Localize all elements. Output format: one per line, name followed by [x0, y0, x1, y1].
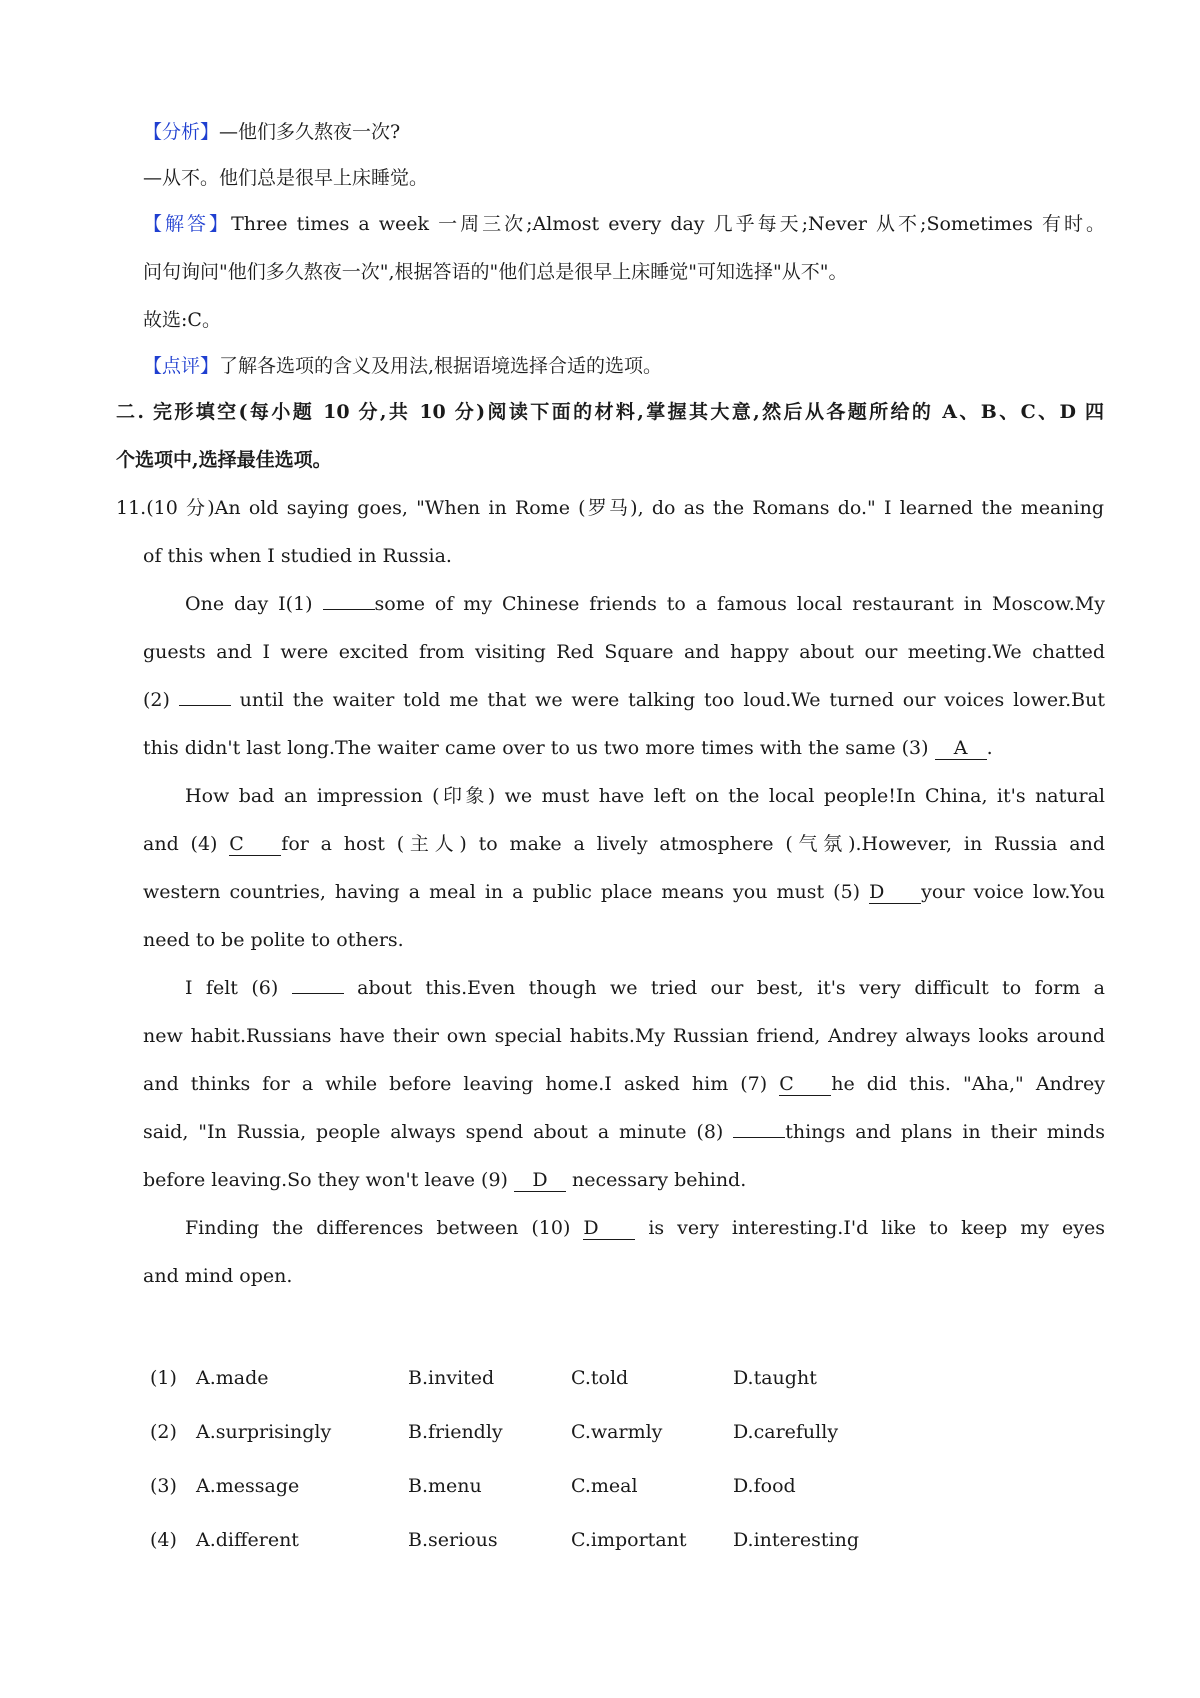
- jieda-tag: 【解答】: [143, 213, 232, 235]
- fenxi-tag: 【分析】: [143, 121, 220, 143]
- passage-text: said, "In Russia, people always spend about a minute (8): [143, 1121, 724, 1143]
- blank-10[interactable]: D: [583, 1217, 635, 1240]
- passage-line: [185, 590, 1105, 618]
- option-d[interactable]: D.taught: [733, 1367, 817, 1389]
- passage-text: until the waiter told me that we were talking too loud.We turned our voices lower.But: [239, 689, 1105, 711]
- option-d[interactable]: D.carefully: [733, 1421, 839, 1443]
- passage-text: this didn't last long.The waiter came over to us two more times with the same (3): [143, 737, 929, 759]
- passage-text: about this.Even though we tried our best, it's very difficult to form a: [357, 977, 1105, 999]
- blank-9[interactable]: D: [514, 1169, 566, 1192]
- passage-text: is very interesting.I'd like to keep my eyes: [648, 1217, 1105, 1239]
- passage-line: [143, 1166, 746, 1194]
- passage-line: [185, 974, 1105, 1002]
- passage-text: necessary behind.: [572, 1169, 747, 1191]
- jieda-text-2: 问句询问"他们多久熬夜一次",根据答语的"他们总是很早上床睡觉"可知选择"从不"。: [143, 261, 848, 283]
- blank-3[interactable]: A: [935, 737, 987, 760]
- passage-line: need to be polite to others.: [143, 929, 404, 951]
- option-a[interactable]: A.different: [196, 1529, 299, 1551]
- passage-line: [143, 1070, 1105, 1098]
- passage-text: for a host (主人) to make a lively atmosphere (气氛).However, in Russia and: [281, 833, 1105, 855]
- option-num: (2): [150, 1421, 177, 1443]
- option-c[interactable]: C.warmly: [571, 1421, 663, 1443]
- option-b[interactable]: B.serious: [408, 1529, 498, 1551]
- option-num: (1): [150, 1367, 177, 1389]
- option-num: (3): [150, 1475, 177, 1497]
- passage-text: One day I(1): [185, 593, 313, 615]
- blank-5[interactable]: D: [869, 881, 921, 904]
- option-d[interactable]: D.food: [733, 1475, 796, 1497]
- passage-line: new habit.Russians have their own special habits.My Russian friend, Andrey always looks around: [143, 1025, 1105, 1047]
- fenxi-question: —他们多久熬夜一次?: [219, 121, 401, 143]
- passage-text: your voice low.You: [921, 881, 1105, 903]
- option-c[interactable]: C.meal: [571, 1475, 638, 1497]
- passage-text: .: [986, 737, 993, 759]
- option-c[interactable]: C.important: [571, 1529, 687, 1551]
- question-intro-2: of this when I studied in Russia.: [143, 545, 452, 567]
- passage-text: things and plans in their minds: [785, 1121, 1105, 1143]
- dianping-tag: 【点评】: [143, 355, 220, 377]
- blank-4[interactable]: C: [229, 833, 281, 856]
- passage-line: [143, 830, 1105, 858]
- passage-line: [143, 734, 993, 762]
- passage-line: [143, 878, 1105, 906]
- dianping-text: 了解各选项的含义及用法,根据语境选择合适的选项。: [219, 355, 663, 377]
- option-a[interactable]: A.made: [196, 1367, 269, 1389]
- passage-line: [143, 686, 1105, 714]
- option-a[interactable]: A.message: [196, 1475, 300, 1497]
- blank-2[interactable]: [179, 705, 231, 706]
- blank-1[interactable]: [323, 609, 375, 610]
- option-d[interactable]: D.interesting: [733, 1529, 859, 1551]
- passage-text: Finding the differences between (10): [185, 1217, 571, 1239]
- passage-line: [143, 1118, 1105, 1146]
- passage-text: before leaving.So they won't leave (9): [143, 1169, 508, 1191]
- passage-text: I felt (6): [185, 977, 279, 999]
- option-c[interactable]: C.told: [571, 1367, 629, 1389]
- analysis-line: [143, 118, 400, 146]
- passage-text: and (4): [143, 833, 218, 855]
- blank-7[interactable]: C: [779, 1073, 831, 1096]
- passage-line: and mind open.: [143, 1265, 293, 1287]
- jieda-text: Three times a week 一周三次;Almost every day 几乎每天;Never 从不;Sometimes 有时。: [231, 213, 1105, 235]
- option-b[interactable]: B.menu: [408, 1475, 482, 1497]
- option-b[interactable]: B.friendly: [408, 1421, 503, 1443]
- passage-line: guests and I were excited from visiting Red Square and happy about our meeting.We chatted: [143, 641, 1105, 663]
- passage-line: [185, 1214, 1105, 1242]
- passage-text: he did this. "Aha," Andrey: [831, 1073, 1105, 1095]
- option-a[interactable]: A.surprisingly: [196, 1421, 332, 1443]
- question-intro: 11.(10 分)An old saying goes, "When in Rome (罗马), do as the Romans do." I learned the meaning: [116, 497, 1104, 519]
- passage-text: (2): [143, 689, 170, 711]
- blank-6[interactable]: [292, 993, 344, 994]
- passage-text: western countries, having a meal in a public place means you must (5): [143, 881, 861, 903]
- fenxi-answer: —从不。他们总是很早上床睡觉。: [143, 167, 429, 189]
- section-heading-2: 个选项中,选择最佳选项。: [116, 449, 332, 471]
- answer-line: 故选:C。: [143, 309, 221, 331]
- option-num: (4): [150, 1529, 177, 1551]
- passage-line: How bad an impression (印象) we must have left on the local people!In China, it's natural: [185, 785, 1105, 807]
- jieda-line: [143, 210, 1105, 238]
- blank-8[interactable]: [733, 1137, 785, 1138]
- passage-text: and thinks for a while before leaving home.I asked him (7): [143, 1073, 768, 1095]
- option-b[interactable]: B.invited: [408, 1367, 495, 1389]
- section-heading: 二. 完形填空(每小题 10 分,共 10 分)阅读下面的材料,掌握其大意,然后从各题所给的 A、B、C、D 四: [116, 401, 1104, 423]
- passage-text: some of my Chinese friends to a famous local restaurant in Moscow.My: [374, 593, 1105, 615]
- dianping-line: [143, 352, 662, 380]
